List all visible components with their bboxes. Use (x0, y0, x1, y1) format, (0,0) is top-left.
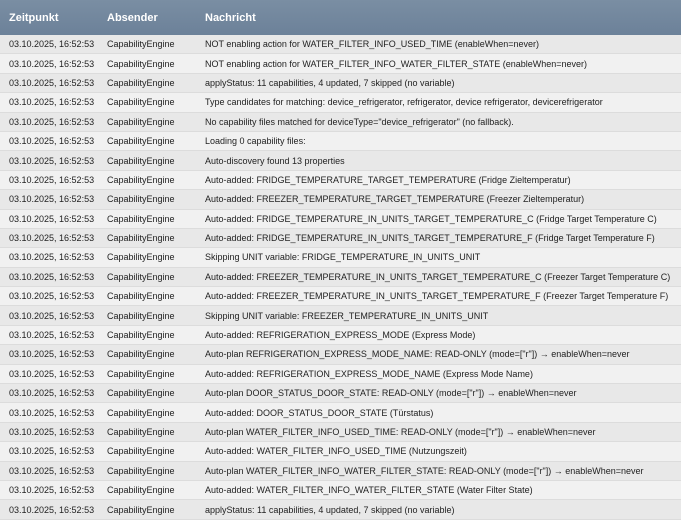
log-sender-cell: CapabilityEngine (107, 310, 175, 321)
log-row[interactable] (0, 403, 681, 422)
log-sender-cell: CapabilityEngine (107, 116, 175, 127)
log-message-cell: Type candidates for matching: device_refrigerator, refrigerator, device refrigerator, devicerefrigerator (205, 97, 603, 108)
log-time-cell: 03.10.2025, 16:52:53 (9, 136, 95, 147)
log-sender-cell: CapabilityEngine (107, 97, 175, 108)
log-sender-cell: CapabilityEngine (107, 174, 175, 185)
log-time-cell: 03.10.2025, 16:52:53 (9, 252, 95, 263)
log-table-body (0, 35, 681, 519)
log-row[interactable] (0, 170, 681, 189)
log-time-cell: 03.10.2025, 16:52:53 (9, 39, 95, 50)
log-message-cell: Auto-added: DOOR_STATUS_DOOR_STATE (Türstatus) (205, 407, 434, 418)
log-time-cell: 03.10.2025, 16:52:53 (9, 58, 95, 69)
log-message-cell: applyStatus: 11 capabilities, 4 updated, 7 skipped (no variable) (205, 77, 455, 88)
log-message-cell: Loading 0 capability files: (205, 136, 306, 147)
log-message-cell: applyStatus: 11 capabilities, 4 updated, 7 skipped (no variable) (205, 504, 455, 515)
log-time-cell: 03.10.2025, 16:52:53 (9, 77, 95, 88)
log-time-cell: 03.10.2025, 16:52:53 (9, 368, 95, 379)
log-time-cell: 03.10.2025, 16:52:53 (9, 330, 95, 341)
column-header-sender[interactable]: Absender (98, 0, 196, 35)
log-message-cell: Auto-added: FREEZER_TEMPERATURE_IN_UNITS_TARGET_TEMPERATURE_C (Freezer Target Temperature C) (205, 271, 671, 282)
log-message-cell: Auto-added: FREEZER_TEMPERATURE_TARGET_TEMPERATURE (Freezer Zieltemperatur) (205, 194, 585, 205)
log-time-cell: 03.10.2025, 16:52:53 (9, 446, 95, 457)
log-sender-cell: CapabilityEngine (107, 39, 175, 50)
log-row[interactable] (0, 480, 681, 499)
log-row[interactable] (0, 306, 681, 325)
log-time-cell: 03.10.2025, 16:52:53 (9, 485, 95, 496)
log-row[interactable] (0, 364, 681, 383)
log-message-cell: NOT enabling action for WATER_FILTER_INFO_USED_TIME (enableWhen=never) (205, 39, 540, 50)
log-sender-cell: CapabilityEngine (107, 485, 175, 496)
log-time-cell: 03.10.2025, 16:52:53 (9, 465, 95, 476)
log-row[interactable] (0, 151, 681, 170)
log-time-cell: 03.10.2025, 16:52:53 (9, 388, 95, 399)
log-row[interactable] (0, 248, 681, 267)
log-message-cell: No capability files matched for deviceType="device_refrigerator" (no fallback). (205, 116, 514, 127)
log-message-cell: Auto-discovery found 13 properties (205, 155, 345, 166)
log-sender-cell: CapabilityEngine (107, 504, 175, 515)
log-message-cell: Skipping UNIT variable: FRIDGE_TEMPERATURE_IN_UNITS_UNIT (205, 252, 481, 263)
log-row[interactable] (0, 112, 681, 131)
log-sender-cell: CapabilityEngine (107, 446, 175, 457)
log-message-cell: NOT enabling action for WATER_FILTER_INFO_WATER_FILTER_STATE (enableWhen=never) (205, 58, 588, 69)
log-message-cell: Auto-added: WATER_FILTER_INFO_USED_TIME (Nutzungszeit) (205, 446, 467, 457)
log-sender-cell: CapabilityEngine (107, 213, 175, 224)
log-sender-cell: CapabilityEngine (107, 330, 175, 341)
log-sender-cell: CapabilityEngine (107, 368, 175, 379)
log-message-cell: Auto-added: FRIDGE_TEMPERATURE_IN_UNITS_TARGET_TEMPERATURE_C (Fridge Target Temperature C) (205, 213, 657, 224)
log-sender-cell: CapabilityEngine (107, 465, 175, 476)
log-row[interactable] (0, 500, 681, 519)
log-message-cell: Auto-plan DOOR_STATUS_DOOR_STATE: READ-ONLY (mode=["r"]) → enableWhen=never (205, 388, 577, 399)
log-sender-cell: CapabilityEngine (107, 407, 175, 418)
log-row[interactable] (0, 190, 681, 209)
log-sender-cell: CapabilityEngine (107, 427, 175, 437)
log-message-cell: Auto-added: FRIDGE_TEMPERATURE_IN_UNITS_TARGET_TEMPERATURE_F (Fridge Target Temperature F) (205, 233, 655, 244)
log-message-cell: Auto-added: REFRIGERATION_EXPRESS_MODE (Express Mode) (205, 330, 476, 341)
log-message-cell: Auto-added: WATER_FILTER_INFO_WATER_FILTER_STATE (Water Filter State) (205, 485, 533, 496)
log-time-cell: 03.10.2025, 16:52:53 (9, 310, 95, 321)
log-message-cell: Auto-plan WATER_FILTER_INFO_USED_TIME: READ-ONLY (mode=["r"]) → enableWhen=never (205, 427, 596, 437)
log-row[interactable] (0, 267, 681, 286)
log-sender-cell: CapabilityEngine (107, 271, 175, 282)
log-row[interactable] (0, 93, 681, 112)
log-sender-cell: CapabilityEngine (107, 291, 175, 302)
log-time-cell: 03.10.2025, 16:52:53 (9, 155, 95, 166)
column-header-time[interactable]: Zeitpunkt (0, 0, 98, 35)
log-sender-cell: CapabilityEngine (107, 194, 175, 205)
log-time-cell: 03.10.2025, 16:52:53 (9, 97, 95, 108)
log-sender-cell: CapabilityEngine (107, 349, 175, 360)
log-message-cell: Auto-plan WATER_FILTER_INFO_WATER_FILTER_STATE: READ-ONLY (mode=["r"]) → enableWhen=never (205, 465, 644, 476)
log-time-cell: 03.10.2025, 16:52:53 (9, 233, 95, 244)
log-row[interactable] (0, 461, 681, 480)
log-row[interactable] (0, 54, 681, 73)
log-time-cell: 03.10.2025, 16:52:53 (9, 504, 95, 515)
log-message-cell: Auto-plan REFRIGERATION_EXPRESS_MODE_NAME: READ-ONLY (mode=["r"]) → enableWhen=never (205, 349, 630, 360)
log-message-cell: Skipping UNIT variable: FREEZER_TEMPERATURE_IN_UNITS_UNIT (205, 310, 489, 321)
log-sender-cell: CapabilityEngine (107, 233, 175, 244)
log-time-cell: 03.10.2025, 16:52:53 (9, 213, 95, 224)
log-message-cell: Auto-added: REFRIGERATION_EXPRESS_MODE_NAME (Express Mode Name) (205, 368, 533, 379)
log-sender-cell: CapabilityEngine (107, 388, 175, 399)
log-sender-cell: CapabilityEngine (107, 58, 175, 69)
log-row[interactable] (0, 325, 681, 344)
log-row[interactable] (0, 384, 681, 403)
log-row[interactable] (0, 73, 681, 92)
log-row[interactable] (0, 422, 681, 441)
log-time-cell: 03.10.2025, 16:52:53 (9, 116, 95, 127)
log-time-cell: 03.10.2025, 16:52:53 (9, 349, 95, 360)
log-sender-cell: CapabilityEngine (107, 155, 175, 166)
log-row[interactable] (0, 228, 681, 247)
log-time-cell: 03.10.2025, 16:52:53 (9, 407, 95, 418)
column-header-message[interactable]: Nachricht (196, 0, 681, 35)
log-sender-cell: CapabilityEngine (107, 252, 175, 263)
log-message-cell: Auto-added: FREEZER_TEMPERATURE_IN_UNITS_TARGET_TEMPERATURE_F (Freezer Target Temperature F) (205, 291, 669, 302)
log-time-cell: 03.10.2025, 16:52:53 (9, 291, 95, 302)
log-sender-cell: CapabilityEngine (107, 77, 175, 88)
log-message-cell: Auto-added: FRIDGE_TEMPERATURE_TARGET_TEMPERATURE (Fridge Zieltemperatur) (205, 174, 571, 185)
log-time-cell: 03.10.2025, 16:52:53 (9, 174, 95, 185)
log-row[interactable] (0, 209, 681, 228)
log-time-cell: 03.10.2025, 16:52:53 (9, 271, 95, 282)
log-sender-cell: CapabilityEngine (107, 136, 175, 147)
log-row[interactable] (0, 442, 681, 461)
log-time-cell: 03.10.2025, 16:52:53 (9, 194, 95, 205)
header-row (0, 0, 681, 35)
log-row[interactable] (0, 35, 681, 54)
log-row[interactable] (0, 345, 681, 364)
log-row[interactable] (0, 287, 681, 306)
log-table-header (0, 0, 681, 35)
log-time-cell: 03.10.2025, 16:52:53 (9, 427, 95, 437)
log-row[interactable] (0, 131, 681, 150)
